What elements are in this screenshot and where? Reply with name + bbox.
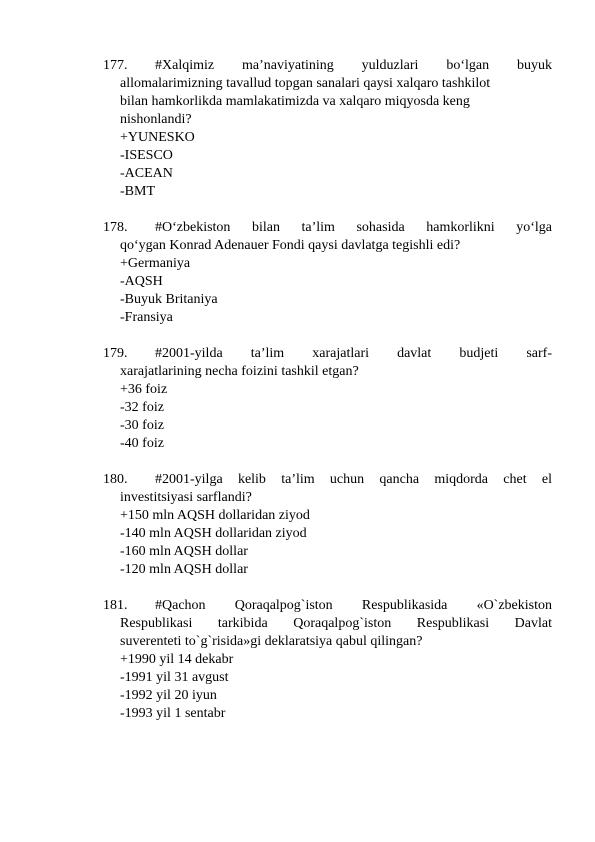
question-text: bilan hamkorlikda mamlakatimizda va xalqaro miqyosda keng [120,94,470,109]
question-text: #O‘zbekiston bilan ta’lim sohasida hamkorlikni yo‘lga [155,220,552,235]
question-number: 177. [103,58,128,73]
answer-option-correct: +YUNESKO [120,130,195,145]
answer-option-correct: +Germaniya [120,256,191,271]
answer-option: -1993 yil 1 sentabr [120,706,226,721]
question-number: 181. [103,598,128,613]
answer-option-correct: +1990 yil 14 dekabr [120,652,234,667]
question-179 [103,345,552,453]
answer-option: -AQSH [120,274,163,289]
question-181 [103,597,552,723]
question-text: Respublikasi tarkibida Qoraqalpog`iston Respublikasi Davlat [120,616,552,631]
question-number: 178. [103,220,128,235]
answer-option: -32 foiz [120,400,164,415]
answer-option-correct: +150 mln AQSH dollaridan ziyod [120,508,310,523]
question-178 [103,219,552,327]
question-header [103,219,552,237]
answer-option: -30 foiz [120,418,164,433]
answer-option: -1992 yil 20 iyun [120,688,217,703]
answer-option-correct: +36 foiz [120,382,168,397]
question-text: nishonlandi? [120,112,192,127]
question-180 [103,471,552,579]
question-text: xarajatlarining necha foizini tashkil etgan? [120,364,359,379]
question-text: #Qachon Qoraqalpog`iston Respublikasida «O`zbekiston [155,598,552,613]
question-header [103,471,552,489]
answer-option: -40 foiz [120,436,164,451]
answer-option: -ISESCO [120,148,173,163]
question-text: allomalarimizning tavallud topgan sanalari qaysi xalqaro tashkilot [120,76,491,91]
answer-option: -Buyuk Britaniya [120,292,218,307]
question-number: 179. [103,346,128,361]
question-177 [103,57,552,201]
question-text: #Xalqimiz ma’naviyatining yulduzlari bo‘lgan buyuk [155,58,552,73]
answer-option: -Fransiya [120,310,173,325]
answer-option: -120 mln AQSH dollar [120,562,248,577]
question-text: suverenteti to`g`risida»gi deklaratsiya qabul qilingan? [120,634,423,649]
question-header [103,345,552,363]
question-header [103,57,552,75]
question-number: 180. [103,472,128,487]
question-text: investitsiyasi sarflandi? [120,490,252,505]
question-text: #2001-yilda ta’lim xarajatlari davlat budjeti sarf- [155,346,552,361]
question-header [103,597,552,615]
answer-option: -160 mln AQSH dollar [120,544,248,559]
question-text: #2001-yilga kelib ta’lim uchun qancha miqdorda chet el [155,472,552,487]
question-list [103,57,552,741]
question-text: qo‘ygan Konrad Adenauer Fondi qaysi davlatga tegishli edi? [120,238,461,253]
answer-option: -1991 yil 31 avgust [120,670,229,685]
answer-option: -ACEAN [120,166,173,181]
answer-option: -140 mln AQSH dollaridan ziyod [120,526,307,541]
answer-option: -BMT [120,184,155,199]
